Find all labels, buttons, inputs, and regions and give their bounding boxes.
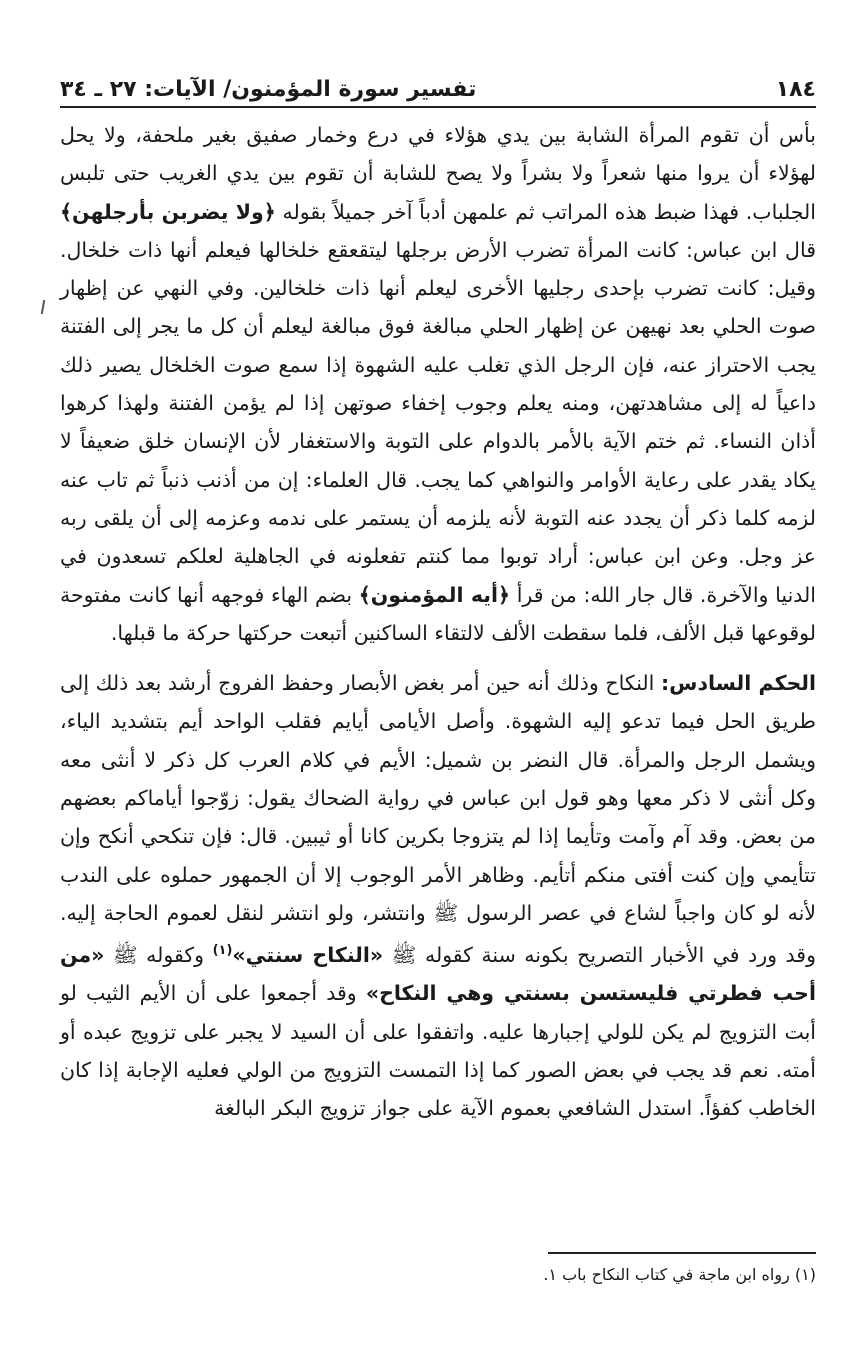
hadith-quote-2: «من أحب فطرتي فليستسن بسنتي وهي النكاح» <box>60 943 816 1006</box>
paragraph-2-text-a: النكاح وذلك أنه حين أمر بغض الأبصار وحفظ الفروج أرشد بعد ذلك إلى طريق الحل فيما تدعو إليه الشهوة. وأصل الأيامى أيايم فقلب الواحد أيم بتشديد الياء، ويشمل الرجل والمرأة. قال النضر بن شميل: الأيم في كلام العرب كل ذكر لا أنثى معه وكل أنثى لا ذكر معها وهو قول ابن عباس في رواية الضحاك يقول: زوّجوا أياماكم بعضهم من بعض. وقد آم وآمت وتأيما إذا لم يتزوجا بكرين كانا أو ثيبين. قال: فإن تنكحي أنكح وإن تتأيمي وإن كنت أفتى منكم أتأيم. وظاهر الأمر الوجوب إلا أن الجمهور حملوه على الندب لأنه لو كان واجباً لشاع في عصر الرسول ﷺ وانتشر، ولو انتشر لنقل لعموم الحاجة إليه. وقد ورد في الأخبار التصريح بكونه سنة كقوله ﷺ <box>60 671 817 968</box>
footnote-divider <box>548 1252 816 1254</box>
paragraph-1 <box>60 116 816 652</box>
paragraph-2-text-b: وكقوله ﷺ <box>104 943 213 968</box>
footnote-ref: (١) <box>212 943 233 959</box>
hadith-quote-1: «النكاح سنتي» <box>232 943 384 968</box>
page-header <box>60 62 816 108</box>
paragraph-1-text-a: بأس أن تقوم المرأة الشابة بين يدي هؤلاء في درع وخمار صفيق بغير ملحفة، ولا يحل لهؤلاء أن يروا منها شعراً ولا بشراً ولا يصح للشابة أن تقوم بين يدي الغريب حتى تلبس الجلباب. فهذا ضبط هذه المراتب ثم علمهن أدباً آخر جميلاً بقوله <box>60 123 816 224</box>
page-number: ١٨٤ <box>775 77 816 102</box>
footnote: (١) رواه ابن ماجة في كتاب النكاح باب ١. <box>543 1265 816 1284</box>
section-heading: الحكم السادس: <box>660 671 816 696</box>
paragraph-1-text-b: قال ابن عباس: كانت المرأة تضرب الأرض برجلها ليتقعقع خلخالها فيعلم أنها ذات خلخال. وقيل: كانت تضرب بإحدى رجليها الأخرى ليعلم أنها ذات خلخالين. وفي النهي عن إظهار صوت الحلي بعد نهيهن عن إظهار الحلي مبالغة فوق مبالغة ليعلم أن كل ما يجر إلى الفتنة يجب الاحتراز عنه، فإن الرجل الذي تغلب عليه الشهوة إذا سمع صوت الخلخال يصير ذلك داعياً له إلى مشاهدتهن، ومنه يعلم وجوب إخفاء صوتهن إذا لم يؤمن الفتنة ولهذا كرهوا أذان النساء. ثم ختم الآية بالأمر بالدوام على التوبة والاستغفار لأن الإنسان خلق ضعيفاً لا يكاد يقدر على رعاية الأوامر والنواهي كما يجب. قال العلماء: إن من أذنب ذنباً ثم تاب عنه لزمه كلما ذكر أن يجدد عنه التوبة لأنه يلزمه أن يستمر على ندمه وعزمه إلى أن يلقى ربه عز وجل. وعن ابن عباس: أراد توبوا مما كنتم تفعلونه في الجاهلية لعلكم تسعدون في الدنيا والآخرة. قال جار الله: من قرأ <box>60 237 816 607</box>
quran-quote-2: ﴿أيه المؤمنون﴾ <box>358 582 511 607</box>
page-body <box>60 116 816 1128</box>
running-title: تفسير سورة المؤمنون/ الآيات: ٢٧ ـ ٣٤ <box>60 77 477 102</box>
margin-mark <box>41 300 45 314</box>
paragraph-1-text-c: بضم الهاء فوجهه أنها كانت مفتوحة لوقوعها قبل الألف، فلما سقطت الألف لالتقاء الساكنين أتبعت حركتها حركة ما قبلها. <box>60 582 816 645</box>
paragraph-2 <box>60 664 816 1127</box>
paragraph-2-text-c: وقد أجمعوا على أن الأيم الثيب لو أبت التزويج لم يكن للولي إجبارها عليه. واتفقوا على أن السيد لا يجبر على تزويج عبده أو أمته. نعم قد يجب في بعض الصور كما إذا التمست التزويج من الولي فعليه الإجابة إذا كان الخاطب كفؤاً. استدل الشافعي بعموم الآية على جواز تزويج البكر البالغة <box>60 981 816 1121</box>
quran-quote-1: ﴿ولا يضربن بأرجلهن﴾ <box>60 199 276 224</box>
